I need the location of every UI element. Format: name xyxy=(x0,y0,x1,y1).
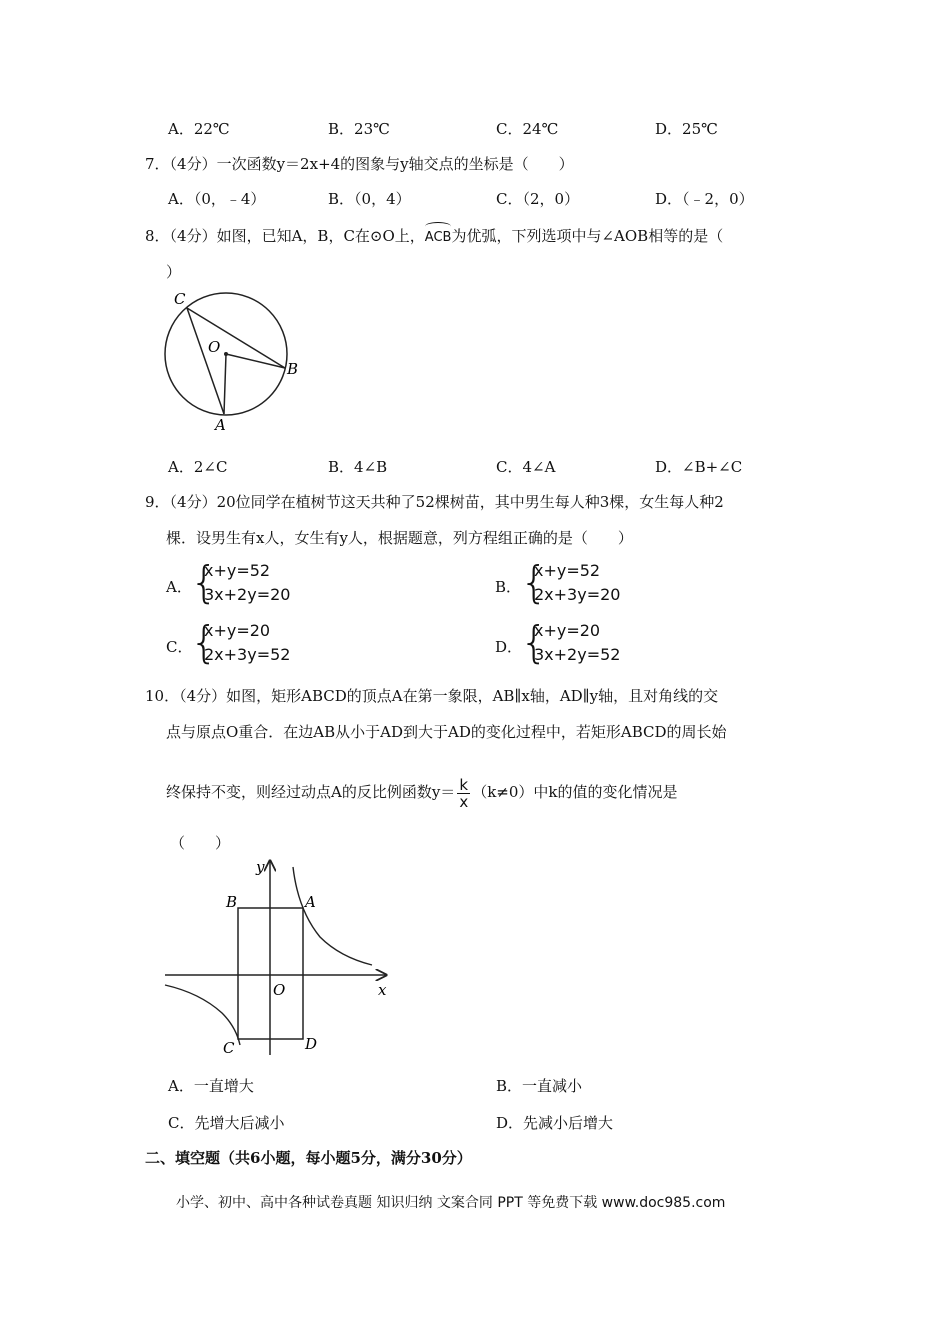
q8-option-a: A．2∠C xyxy=(168,458,228,476)
q10-stem-line3 xyxy=(166,772,678,812)
q10-label-o: O xyxy=(273,981,286,999)
q10-stem-line4: （ ） xyxy=(170,834,231,852)
q10-fraction-k-over-x xyxy=(457,777,470,810)
q8-stem-post: 为优弧，下列选项中与∠AOB相等的是（ xyxy=(451,227,724,245)
brace-icon: { xyxy=(190,557,218,608)
q7-option-c: C．（2，0） xyxy=(496,190,580,208)
q10-stem-line1: 10．（4分）如图，矩形ABCD的顶点A在第一象限，AB∥x轴，AD∥y轴，且对角线的交 xyxy=(145,687,719,705)
q8-label-a: A xyxy=(215,416,226,434)
q10-stem-line3-post: （k≠0）中k的值的变化情况是 xyxy=(472,783,678,801)
q6-option-d: D．25℃ xyxy=(655,120,718,138)
q9-option-b-eq2: 2x+3y=20 xyxy=(534,585,621,604)
q8-label-c: C xyxy=(174,290,186,308)
q8-radius-oa xyxy=(224,354,226,414)
q9-option-d-eq1: x+y=20 xyxy=(534,621,601,640)
q8-center-dot xyxy=(224,352,228,356)
q9-option-c-eq2: 2x+3y=52 xyxy=(204,645,291,664)
q10-option-d: D．先减小后增大 xyxy=(496,1114,614,1132)
q8-label-b: B xyxy=(287,360,299,378)
brace-icon: { xyxy=(520,557,548,608)
q8-option-b: B．4∠B xyxy=(328,458,388,476)
q10-hyperbola-branch-q3 xyxy=(165,985,240,1045)
q8-chord-cb xyxy=(187,308,285,368)
q9-option-d-eq2: 3x+2y=52 xyxy=(534,645,621,664)
brace-icon: { xyxy=(190,617,218,668)
q10-fraction-denominator: x xyxy=(459,792,469,811)
q10-label-b: B xyxy=(226,893,238,911)
q9-option-c-label: C． xyxy=(166,638,193,656)
q7-option-a: A．（0，﹣4） xyxy=(168,190,266,208)
q9-option-b-label: B． xyxy=(495,578,522,596)
q9-option-a-eq1: x+y=52 xyxy=(204,561,271,580)
q7-stem: 7．（4分）一次函数y＝2x+4的图象与y轴交点的坐标是（ ） xyxy=(145,155,574,173)
q8-stem-pre: 8．（4分）如图，已知A，B，C在⊙O上， xyxy=(145,227,425,245)
q10-option-a: A．一直增大 xyxy=(168,1077,254,1095)
q8-option-d: D．∠B+∠C xyxy=(655,458,743,476)
q6-option-c: C．24℃ xyxy=(496,120,559,138)
q10-fraction-numerator: k xyxy=(457,777,470,794)
q9-stem-line2: 棵．设男生有x人，女生有y人，根据题意，列方程组正确的是（ ） xyxy=(166,529,633,547)
q10-option-c: C．先增大后减小 xyxy=(168,1114,285,1132)
q8-option-c: C．4∠A xyxy=(496,458,556,476)
q6-option-a: A．22℃ xyxy=(168,120,230,138)
q10-label-d: D xyxy=(305,1035,318,1053)
q7-option-d: D．（﹣2，0） xyxy=(655,190,754,208)
q10-label-a: A xyxy=(305,893,316,911)
q10-label-y: y xyxy=(256,858,265,876)
q10-stem-line3-pre: 终保持不变，则经过动点A的反比例函数y＝ xyxy=(166,783,456,801)
q8-arc-acb: ACB xyxy=(425,228,452,248)
q9-option-c-eq1: x+y=20 xyxy=(204,621,271,640)
q6-option-b: B．23℃ xyxy=(328,120,390,138)
q10-hyperbola-branch-q1 xyxy=(293,867,372,965)
q8-stem-line2: ） xyxy=(166,263,182,281)
q8-circle-figure xyxy=(160,286,310,436)
q8-label-o: O xyxy=(208,338,221,356)
brace-icon: { xyxy=(520,617,548,668)
q10-label-x: x xyxy=(378,981,387,999)
q9-option-b-eq1: x+y=52 xyxy=(534,561,601,580)
q7-option-b: B．（0，4） xyxy=(328,190,411,208)
section2-heading: 二、填空题（共6小题，每小题5分，满分30分） xyxy=(145,1149,472,1167)
q10-option-b: B．一直减小 xyxy=(496,1077,583,1095)
q10-label-c: C xyxy=(223,1039,235,1057)
q8-radius-ob xyxy=(226,354,285,368)
q8-stem xyxy=(145,226,723,248)
q9-option-a-eq2: 3x+2y=20 xyxy=(204,585,291,604)
page-footer: 小学、初中、高中各种试卷真题 知识归纳 文案合同 PPT 等免费下载 www.doc985.com xyxy=(176,1195,726,1211)
q8-chord-ca xyxy=(187,308,224,414)
q10-coordinate-figure xyxy=(160,855,400,1065)
q10-stem-line2: 点与原点O重合．在边AB从小于AD到大于AD的变化过程中，若矩形ABCD的周长始 xyxy=(166,723,727,741)
q9-option-d-label: D． xyxy=(495,638,523,656)
q9-option-a-label: A． xyxy=(166,578,192,596)
q9-stem-line1: 9．（4分）20位同学在植树节这天共种了52棵树苗，其中男生每人种3棵，女生每人种2 xyxy=(145,493,724,511)
